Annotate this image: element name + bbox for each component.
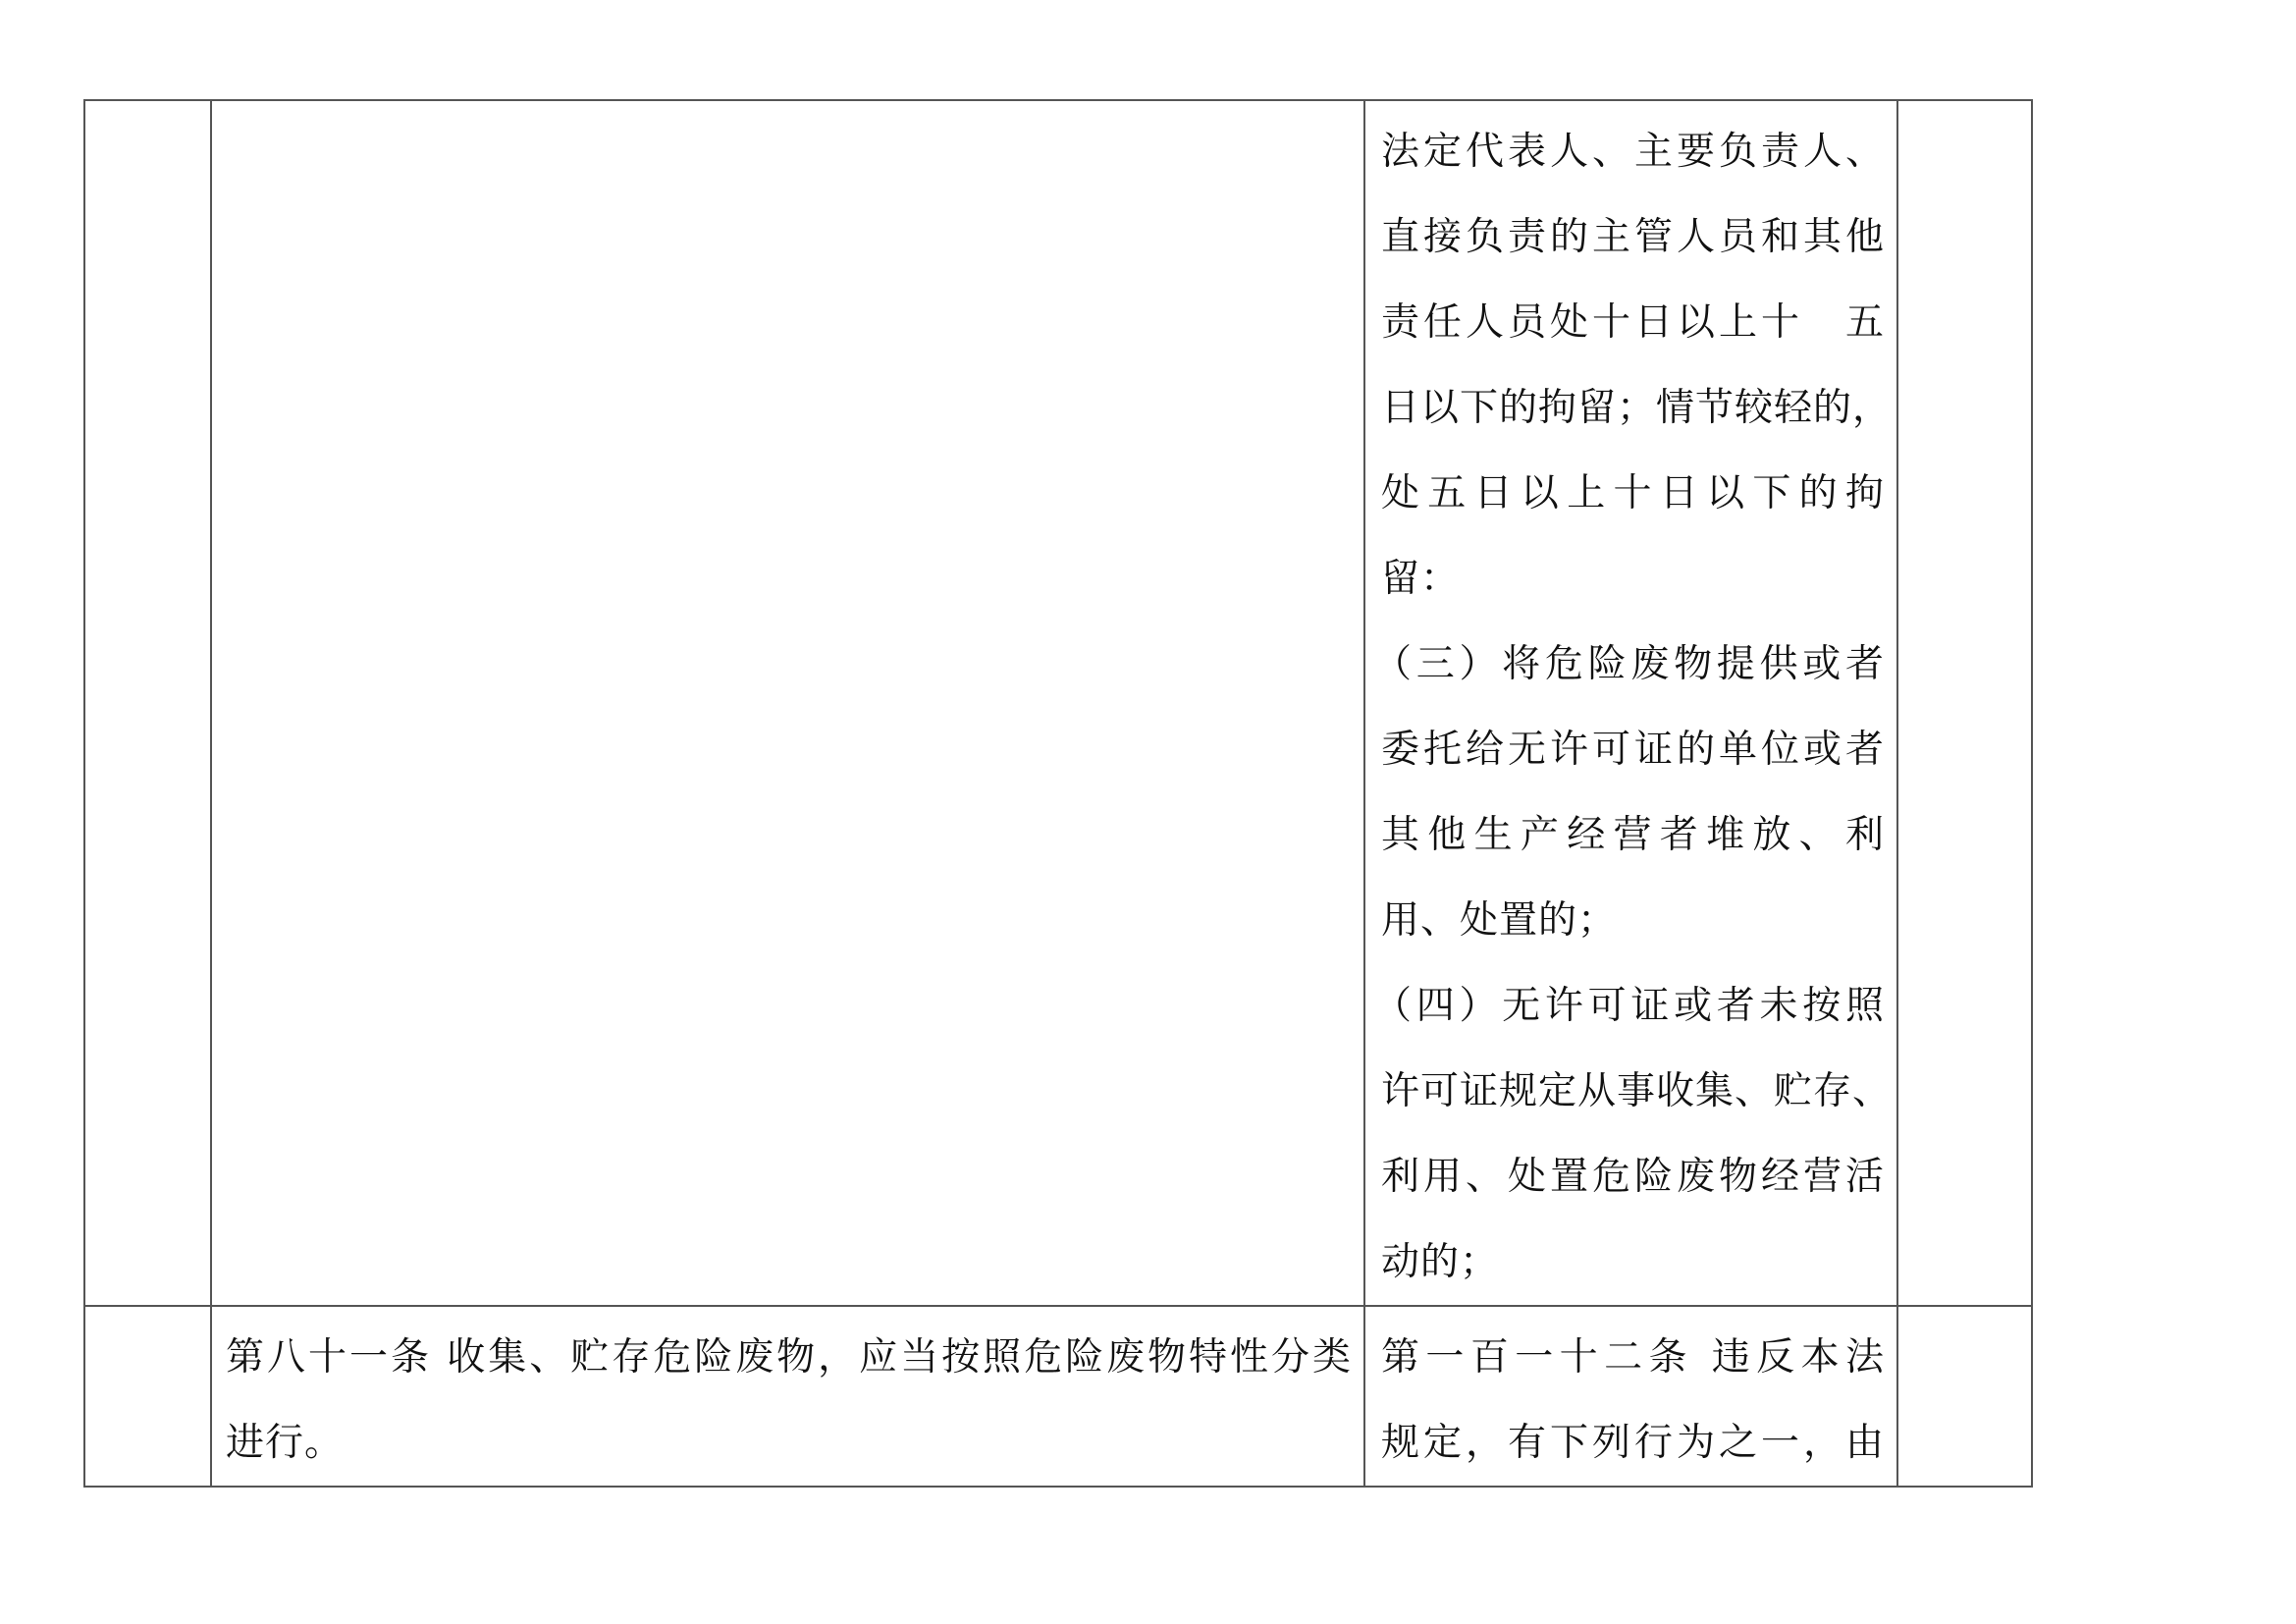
table-row — [84, 1306, 2032, 1487]
row1-col-a-cell — [84, 100, 211, 1306]
text-line: 留： — [1381, 557, 1461, 601]
row1-penalty-text — [1365, 101, 1896, 1305]
text-line: 委托给无许可证的单位或者 — [1381, 728, 1885, 772]
row1-col-d-cell — [1897, 100, 2032, 1306]
text-line: 用、处置的； — [1381, 898, 1618, 943]
text-line: 其他生产经营者堆放、利 — [1381, 813, 1885, 857]
text-line: 规定，有下列行为之一，由 — [1381, 1421, 1885, 1465]
row2-penalty-cell — [1364, 1306, 1897, 1487]
text-line: 处五日以上十日以下的拘 — [1381, 471, 1885, 515]
text-line: 许可证规定从事收集、贮存、 — [1381, 1069, 1893, 1113]
text-line: 利用、处置危险废物经营活 — [1381, 1155, 1885, 1199]
table-row — [84, 100, 2032, 1306]
text-line: 第八十一条 收集、贮存危险废物，应当按照危险废物特性分类 — [226, 1335, 1352, 1380]
text-line: 第一百一十二条 违反本法 — [1381, 1335, 1885, 1380]
text-line: 日以下的拘留；情节较轻的， — [1381, 386, 1893, 430]
row2-article-text — [212, 1307, 1363, 1486]
row1-col-b-cell — [211, 100, 1364, 1306]
text-line: 直接负责的主管人员和其他 — [1381, 215, 1885, 259]
row2-col-a-cell — [84, 1306, 211, 1487]
row2-col-d-cell — [1897, 1306, 2032, 1487]
row2-article-cell — [211, 1306, 1364, 1487]
text-line: 进行。 — [226, 1421, 345, 1465]
text-line: （三）将危险废物提供或者 — [1373, 642, 1885, 686]
text-line: 法定代表人、主要负责人、 — [1381, 130, 1885, 174]
law-comparison-table — [83, 99, 2033, 1488]
row1-penalty-cell — [1364, 100, 1897, 1306]
text-line: 责任人员处十日以上十 五 — [1381, 300, 1885, 345]
row2-penalty-text — [1365, 1307, 1896, 1486]
text-line: （四）无许可证或者未按照 — [1373, 984, 1885, 1028]
text-line: 动的； — [1381, 1240, 1500, 1284]
